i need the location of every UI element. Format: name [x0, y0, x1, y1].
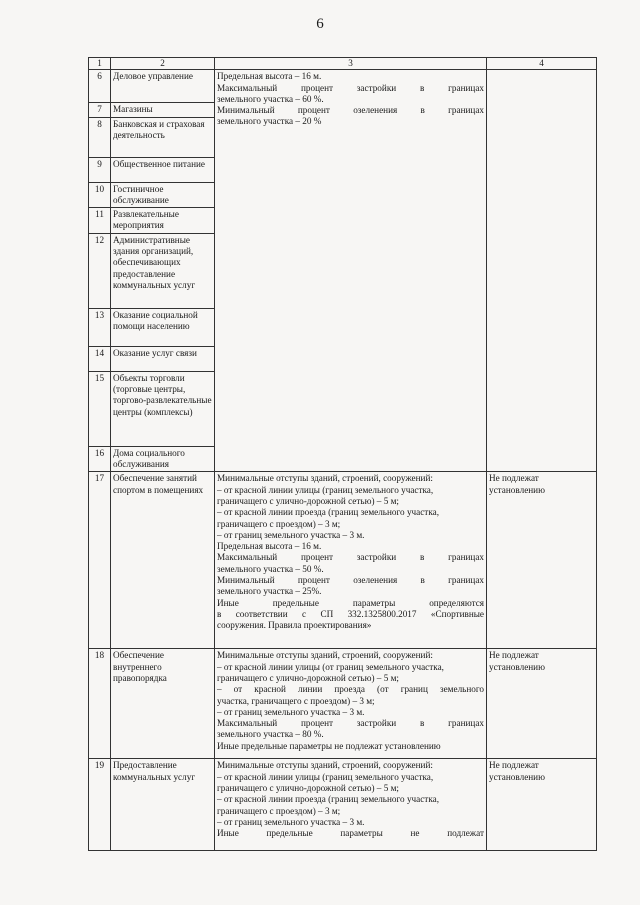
row-number: 15 — [89, 371, 111, 446]
use-type: Объекты торговли (торговые центры, торгово-развлекательные центры (комплексы) — [111, 371, 215, 446]
row-number: 6 — [89, 70, 111, 103]
row-number: 14 — [89, 346, 111, 371]
row-number: 17 — [89, 472, 111, 649]
param-line: граничащего с улично-дорожной сетью) – 5 м; — [217, 782, 399, 793]
param-line: – от границ земельного участка – 3 м. — [217, 816, 365, 827]
zoning-parameters-table — [88, 57, 597, 851]
empty-cell — [487, 70, 597, 472]
param-line: Максимальный процент застройки в границах — [217, 552, 484, 563]
param-line: Иные предельные параметры не подлежат установлению — [217, 740, 441, 751]
page-number: 6 — [316, 16, 324, 32]
parameters — [215, 759, 487, 851]
param-line: Минимальный процент озеленения в границах — [217, 105, 484, 116]
row-number: 9 — [89, 157, 111, 182]
use-type: Предоставление коммунальных услуг — [111, 759, 215, 851]
param-line: Предельная высота – 16 м. — [217, 71, 322, 82]
param-line: Максимальный процент застройки в границах — [217, 82, 484, 93]
row-number: 10 — [89, 182, 111, 208]
header-cell: 2 — [111, 58, 215, 70]
row-number: 13 — [89, 308, 111, 346]
param-line: Иные предельные параметры определяются — [217, 597, 484, 608]
use-type: Обеспечение внутреннего правопорядка — [111, 649, 215, 759]
table-row — [89, 472, 597, 649]
use-type: Общественное питание — [111, 157, 215, 182]
param-line: граничащего с проездом) – 3 м; — [217, 518, 341, 529]
use-type: Деловое управление — [111, 70, 215, 103]
param-line: – от границ земельного участка – 3 м. — [217, 529, 365, 540]
use-type: Оказание социальной помощи населению — [111, 308, 215, 346]
use-type: Дома социального обслуживания — [111, 446, 215, 472]
parameters — [215, 472, 487, 649]
param-line: земельного участка – 50 %. — [217, 563, 324, 574]
param-line: граничащего с улично-дорожной сетью) – 5 м; — [217, 495, 399, 506]
param-line: Максимальный процент застройки в границах — [217, 718, 484, 729]
header-cell: 1 — [89, 58, 111, 70]
use-type: Банковская и страховая деятельность — [111, 117, 215, 157]
param-line: Иные предельные параметры не подлежат — [217, 828, 484, 839]
param-line: Минимальные отступы зданий, строений, сооружений: — [217, 650, 433, 661]
param-line: Минимальные отступы зданий, строений, сооружений: — [217, 473, 433, 484]
param-line: Минимальный процент озеленения в границах — [217, 575, 484, 586]
param-line: в соответствии с СП 332.1325800.2017 «Спортивные — [217, 608, 484, 619]
param-line: – от красной линии улицы (границ земельного участка, — [217, 484, 434, 495]
param-line: – от красной линии улицы (границ земельного участка, — [217, 771, 434, 782]
use-type: Административные здания организаций, обеспечивающих предоставление коммунальных услуг — [111, 233, 215, 308]
row-number: 8 — [89, 117, 111, 157]
use-type: Обеспечение занятий спортом в помещениях — [111, 472, 215, 649]
param-line: – от красной линии проезда (границ земельного участка, — [217, 794, 440, 805]
param-line: сооружения. Правила проектирования» — [217, 620, 372, 631]
header-cell: 3 — [215, 58, 487, 70]
param-line: граничащего с проездом) – 3 м; — [217, 805, 341, 816]
param-line: – от границ земельного участка – 3 м. — [217, 706, 365, 717]
table-row — [89, 649, 597, 759]
use-type: Оказание услуг связи — [111, 346, 215, 371]
header-cell: 4 — [487, 58, 597, 70]
status-cell: Не подлежат установлению — [487, 649, 597, 759]
param-line: земельного участка – 60 %. — [217, 93, 324, 104]
param-line: граничащего с улично-дорожной сетью) – 5 м; — [217, 672, 399, 683]
param-line: земельного участка – 25%. — [217, 586, 322, 597]
parameters — [215, 649, 487, 759]
param-line: – от красной линии улицы (от границ земельного участка, — [217, 661, 444, 672]
row-number: 12 — [89, 233, 111, 308]
use-type: Развлекательные мероприятия — [111, 208, 215, 234]
row-number: 16 — [89, 446, 111, 472]
param-line: – от красной линии проезда (границ земельного участка, — [217, 507, 440, 518]
param-line: земельного участка – 80 %. — [217, 729, 324, 740]
param-line: Предельная высота – 16 м. — [217, 541, 322, 552]
row-number: 19 — [89, 759, 111, 851]
status-cell: Не подлежат установлению — [487, 472, 597, 649]
use-type: Гостиничное обслуживание — [111, 182, 215, 208]
param-line: – от красной линии проезда (от границ земельного — [217, 684, 484, 695]
param-line: земельного участка – 20 % — [217, 116, 322, 127]
status-cell: Не подлежат установлению — [487, 759, 597, 851]
row-number: 11 — [89, 208, 111, 234]
table-row — [89, 759, 597, 851]
table-row — [89, 70, 597, 103]
param-line: Минимальные отступы зданий, строений, сооружений: — [217, 760, 433, 771]
row-number: 18 — [89, 649, 111, 759]
table-header-row — [89, 58, 597, 70]
shared-parameters — [215, 70, 487, 472]
param-line: участка, граничащего с проездом) – 3 м; — [217, 695, 375, 706]
use-type: Магазины — [111, 103, 215, 117]
row-number: 7 — [89, 103, 111, 117]
